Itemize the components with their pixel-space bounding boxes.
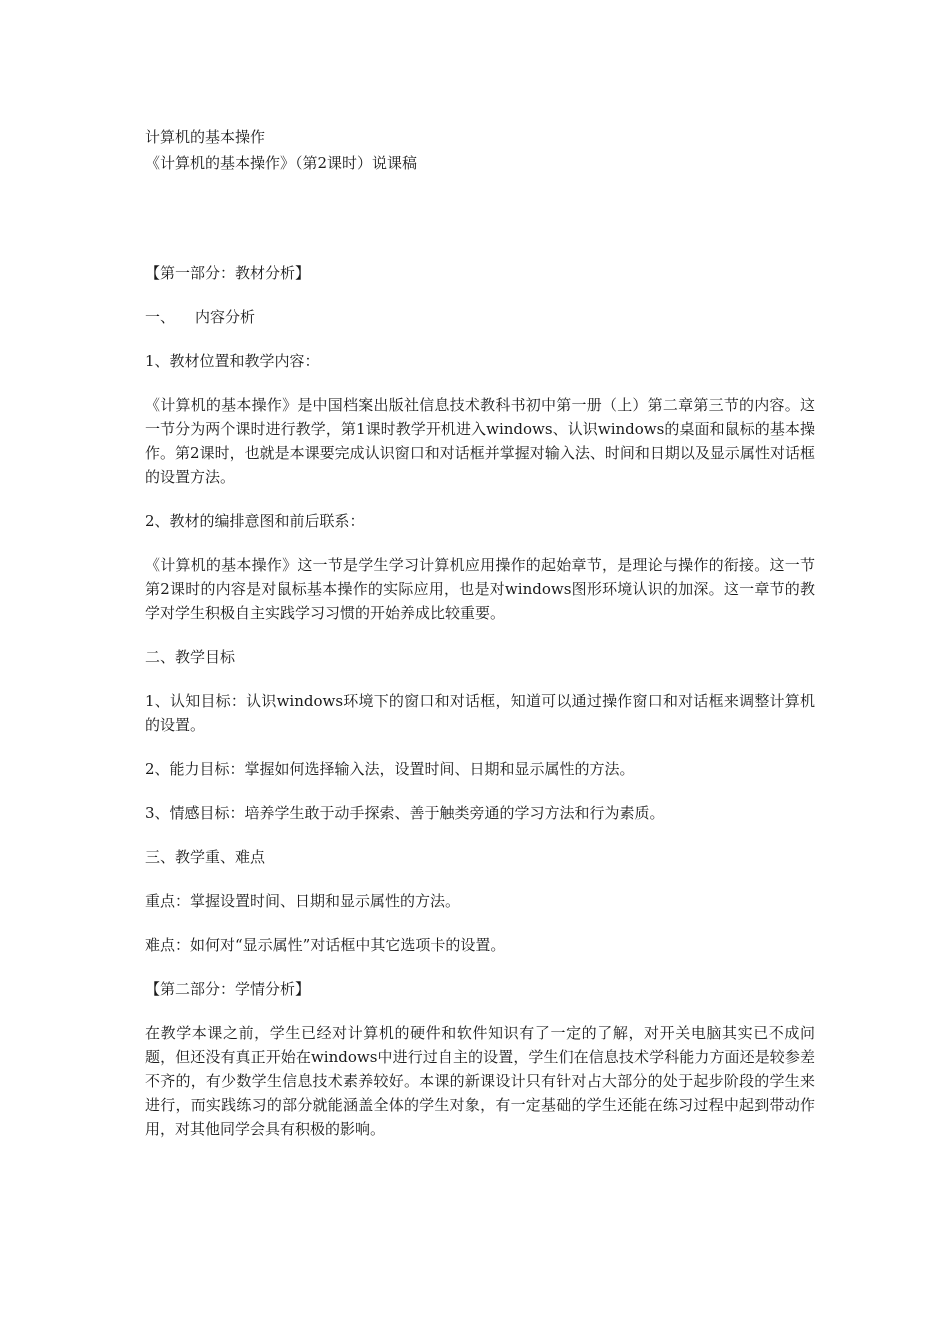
- subheading-textbook-position: 1、教材位置和教学内容：: [145, 352, 320, 370]
- section-heading-teaching-goals: 二、教学目标: [145, 648, 236, 666]
- heading-number: 一、: [145, 308, 176, 326]
- paragraph-ability-goal: 2、能力目标：掌握如何选择输入法，设置时间、日期和显示属性的方法。: [145, 760, 635, 778]
- section-heading-key-points: 三、教学重、难点: [145, 848, 266, 866]
- document-subtitle: 《计算机的基本操作》（第2课时）说课稿: [145, 154, 418, 172]
- section-heading-content-analysis: [145, 305, 815, 329]
- heading-text: 内容分析: [195, 308, 256, 326]
- paragraph-cognitive-goal: 1、认知目标：认识windows环境下的窗口和对话框，知道可以通过操作窗口和对话框来调整计算机的设置。: [145, 692, 815, 734]
- paragraph-key-point: 重点：掌握设置时间、日期和显示属性的方法。: [145, 892, 461, 910]
- title-spacer: [145, 176, 815, 261]
- section-heading-part2: 【第二部分：学情分析】: [145, 980, 311, 998]
- document-title: 计算机的基本操作: [145, 128, 266, 146]
- paragraph-textbook-intent: 《计算机的基本操作》这一节是学生学习计算机应用操作的起始章节，是理论与操作的衔接。这一节第2课时的内容是对鼠标基本操作的实际应用，也是对windows图形环境认识的加深。这一章节的教学对学生积极自主实践学习习惯的开始养成比较重要。: [145, 556, 815, 622]
- paragraph-textbook-content: 《计算机的基本操作》是中国档案出版社信息技术教科书初中第一册（上）第二章第三节的内容。这一节分为两个课时进行教学，第1课时教学开机进入windows、认识windows的桌面和鼠标的基本操作。第2课时，也就是本课要完成认识窗口和对话框并掌握对输入法、时间和日期以及显示属性对话框的设置方法。: [145, 396, 815, 486]
- subheading-textbook-intent: 2、教材的编排意图和前后联系：: [145, 512, 365, 530]
- paragraph-student-analysis: 在教学本课之前，学生已经对计算机的硬件和软件知识有了一定的了解，对开关电脑其实已不成问题，但还没有真正开始在windows中进行过自主的设置，学生们在信息技术学科能力方面还是较参差不齐的，有少数学生信息技术素养较好。本课的新课设计只有针对占大部分的处于起步阶段的学生来进行，而实践练习的部分就能涵盖全体的学生对象，有一定基础的学生还能在练习过程中起到带动作用，对其他同学会具有积极的影响。: [145, 1024, 815, 1138]
- paragraph-difficult-point: 难点：如何对“显示属性”对话框中其它选项卡的设置。: [145, 936, 506, 954]
- paragraph-emotional-goal: 3、情感目标：培养学生敢于动手探索、善于触类旁通的学习方法和行为素质。: [145, 804, 665, 822]
- document-body: [145, 124, 815, 1161]
- section-heading-part1: 【第一部分：教材分析】: [145, 264, 311, 282]
